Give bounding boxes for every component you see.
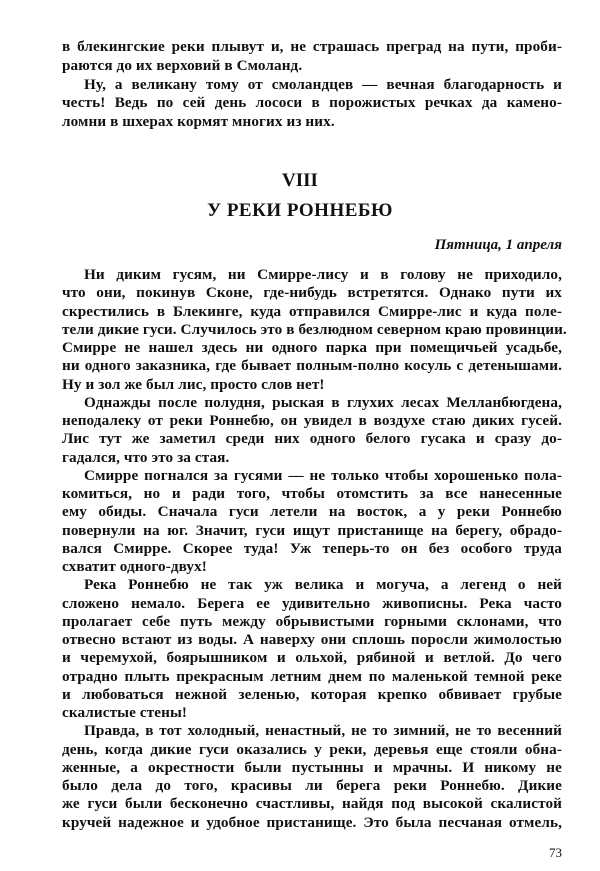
text-line: Правда, в тот холодный, ненастный, не то зимний, не то весенний	[84, 722, 562, 740]
paragraph	[62, 576, 562, 722]
text-line: ему обиды. Сначала гуси летели на восток, а у реки Роннебю	[62, 503, 562, 521]
paragraph	[62, 266, 567, 394]
text-line: и черемухой, боярышником и ольхой, рябиной и ветлой. До чего	[62, 649, 562, 667]
text-line: в блекингские реки плывут и, не страшась преград на пути, проби-	[62, 38, 562, 55]
paragraph	[62, 394, 562, 467]
text-line: ломни в шхерах кормят многих из них.	[62, 113, 335, 130]
text-line: сложено немало. Берега ее удивительно живописны. Река часто	[62, 594, 562, 612]
text-line: и любоваться нежной зеленью, которая крепко обвивает грубые	[62, 685, 562, 703]
text-line: раются до их верховий в Смоланд.	[62, 56, 303, 74]
text-line: кручей надежное и удобное пристанище. Это была песчаная отмель,	[62, 813, 562, 831]
chapter-date: Пятница, 1 апреля	[434, 237, 562, 253]
text-line: Ну, а великану тому от смоландцев — вечная благодарность и	[84, 75, 562, 93]
text-line: честь! Ведь по сей день лососи в порожистых речках да камено-	[62, 94, 562, 112]
text-line: женные, а окрестности были пустынны и мрачны. И никому не	[62, 758, 562, 776]
text-line: скрестились в Блекинге, куда отправился Смирре-лис и куда поле-	[62, 302, 562, 320]
text-line: Ни диким гусям, ни Смирре-лису и в голову не приходило,	[84, 266, 562, 283]
text-line: Однажды после полудня, рыская в глухих лесах Мелланбюгдена,	[84, 393, 562, 411]
text-line: отвесно встают из воды. А наверху они сплошь поросли жимолостью	[62, 631, 562, 648]
page-number: 73	[549, 845, 562, 860]
text-line: Ну и зол же был лис, просто слов нет!	[62, 375, 325, 393]
text-line: Смирре не нашел здесь ни одного парка при помещичьей усадьбе,	[62, 339, 562, 356]
text-line: отрадно плыть прекрасным летним днем по маленькой темной реке	[62, 667, 562, 685]
text-line: скалистые стены!	[62, 704, 188, 721]
paragraph	[62, 38, 562, 76]
text-line: день, когда дикие гуси оказались у реки, деревья еще стояли обна-	[62, 740, 562, 758]
chapter-number: VIII	[282, 170, 318, 191]
text-line: неподалеку от реки Роннебю, он увидел в воздухе стаю диких гусей.	[62, 412, 562, 429]
text-line: схватит одного-двух!	[62, 558, 207, 575]
text-line: комиться, но и ради того, чтобы отомстить за все нанесенные	[62, 485, 562, 502]
text-line: что они, покинув Сконе, где-нибудь встретятся. Однако пути их	[62, 284, 562, 302]
text-line: Смирре погнался за гусями — не только чтобы хорошенько пола-	[84, 466, 562, 484]
chapter-title: У РЕКИ РОННЕБЮ	[207, 200, 393, 221]
text-line: Река Роннебю не так уж велика и могуча, а легенд о ней	[84, 576, 562, 594]
text-line: было дела до того, красивы ли берега реки Роннебю. Дикие	[62, 777, 562, 794]
text-line: повернули на юг. Значит, гуси ищут пристанище на берегу, обрадо-	[62, 521, 562, 539]
text-line: Лис тут же заметил среди них одного белого гусака и сразу до-	[62, 430, 562, 448]
text-line: тели дикие гуси. Случилось это в безлюдном северном краю провинции.	[62, 320, 567, 338]
paragraph	[62, 467, 562, 577]
text-line: гадался, что это за стая.	[62, 448, 230, 466]
text-line: вался Смирре. Скорее туда! Уж теперь-то он без особого труда	[62, 539, 562, 557]
text-line: же гуси были бесконечно счастливы, найдя под высокой скалистой	[62, 795, 562, 813]
chapter-body	[62, 266, 567, 832]
paragraph	[62, 76, 562, 132]
previous-chapter-ending	[62, 38, 562, 132]
text-line: ни одного заказника, где бывает полным-полно косуль с детенышами.	[62, 357, 562, 375]
text-line: пролагает себе путь между обрывистыми горными склонами, что	[62, 612, 562, 630]
paragraph	[62, 722, 562, 832]
